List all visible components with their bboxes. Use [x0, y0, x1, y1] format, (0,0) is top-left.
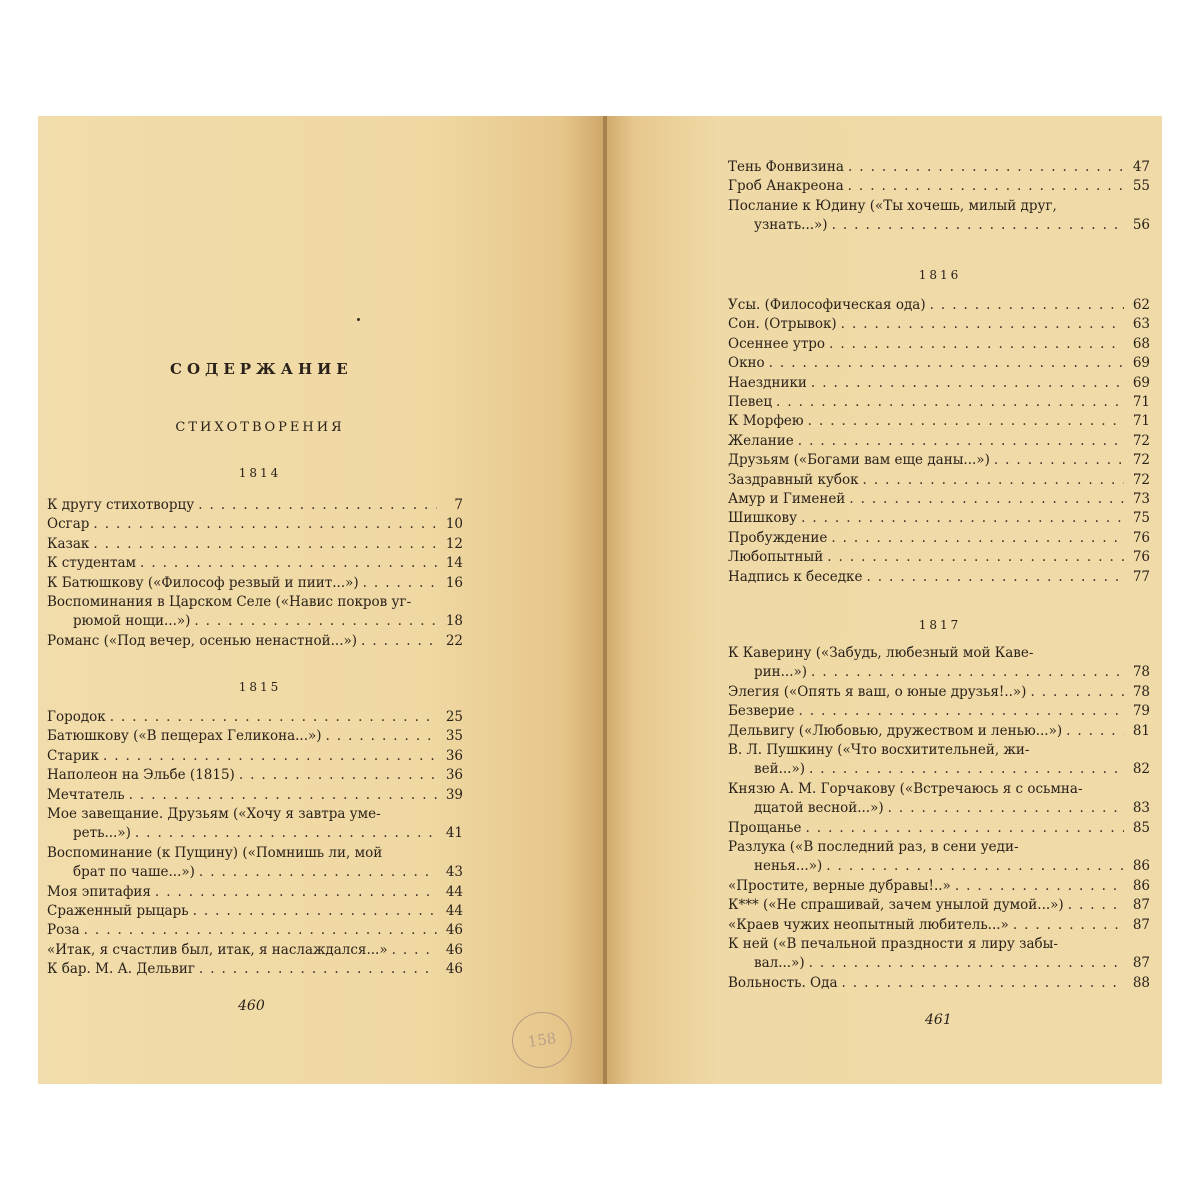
toc-entry-title: В. Л. Пушкину («Что восхитительней, жи-: [728, 742, 1030, 758]
toc-entry-title: Городок: [47, 709, 106, 725]
toc-entry-page: 81: [1132, 722, 1150, 739]
toc-entry: [728, 335, 1150, 354]
toc-entry-page: 75: [1132, 510, 1150, 527]
year-heading: 1816: [918, 268, 962, 282]
toc-entry-continuation: вал...»): [754, 955, 805, 971]
toc-entry-title: Батюшкову («В пещерах Геликона...»): [47, 728, 322, 745]
toc-entry: [728, 722, 1150, 741]
toc-entry: [47, 883, 463, 902]
toc-entry-continuation: ненья...»): [754, 858, 823, 874]
leader-dots: [135, 824, 437, 843]
toc-entry-page: 18: [445, 613, 463, 629]
leader-dots: [866, 568, 1124, 587]
toc-entry-title: Амур и Гименей: [728, 491, 846, 507]
toc-entry-page: 77: [1132, 568, 1150, 585]
leader-dots: [193, 902, 437, 921]
leader-dots: [93, 515, 437, 534]
toc-entry: [728, 197, 1150, 235]
toc-entry-title: Желание: [728, 432, 794, 449]
toc-entry-page: 87: [1132, 955, 1150, 971]
leader-dots: [829, 335, 1124, 354]
toc-entry-page: 12: [445, 535, 463, 552]
toc-entry: [47, 747, 463, 766]
toc-entry: [728, 935, 1150, 973]
toc-entry-page: 62: [1132, 297, 1150, 313]
leader-dots: [808, 412, 1124, 431]
toc-entry: [47, 554, 463, 573]
toc-entry: [47, 941, 463, 960]
toc-entry-page: 87: [1132, 916, 1150, 933]
toc-entry-title: К ней («В печальной праздности я лиру забы-: [728, 936, 1058, 952]
toc-entry: [728, 177, 1150, 196]
toc-entry-title: Казак: [47, 535, 90, 552]
toc-entry-page: 56: [1132, 216, 1150, 233]
leader-dots: [198, 496, 437, 515]
toc-entry: [47, 805, 463, 843]
toc-entry-title: Разлука («В последний раз, в сени уеди-: [728, 839, 1019, 855]
toc-entry-continuation: брат по чаше...»): [73, 863, 195, 880]
leader-dots: [84, 921, 437, 940]
toc-entry-page: 86: [1132, 877, 1150, 894]
leader-dots: [110, 708, 437, 727]
toc-entry: [47, 515, 463, 534]
toc-entry-page: 7: [454, 497, 463, 513]
leader-dots: [326, 727, 437, 746]
leader-dots: [799, 702, 1125, 721]
toc-entry-page: 10: [445, 516, 463, 533]
toc-entry-title: «Итак, я счастлив был, итак, я наслаждался...»: [47, 941, 388, 958]
library-stamp: 158: [508, 1008, 575, 1072]
ink-speck: [357, 318, 360, 321]
toc-entry: [728, 158, 1150, 177]
leader-dots: [363, 574, 437, 593]
toc-entry-continuation: вей...»): [754, 761, 805, 777]
toc-entry: [728, 374, 1150, 393]
leader-dots: [841, 315, 1124, 334]
leader-dots: [103, 747, 437, 766]
toc-entry: [728, 974, 1150, 993]
toc-entry-title: К студентам: [47, 555, 137, 572]
leader-dots: [199, 863, 437, 882]
toc-entry-page: 87: [1132, 897, 1150, 914]
leader-dots: [392, 941, 437, 960]
toc-entry: [47, 574, 463, 593]
leader-dots: [809, 954, 1124, 973]
section-title: СТИХОТВОРЕНИЯ: [175, 420, 345, 435]
toc-entry-page: 78: [1132, 683, 1150, 700]
toc-entry-page: 76: [1132, 529, 1150, 546]
leader-dots: [930, 296, 1124, 315]
leader-dots: [888, 799, 1124, 818]
toc-entry-continuation: дцатой весной...»): [754, 799, 884, 816]
toc-entry-title: Друзьям («Богами вам еще даны...»): [728, 452, 990, 469]
leader-dots: [798, 432, 1124, 451]
toc-entry: [728, 877, 1150, 896]
toc-entry-title: Дельвигу («Любовью, дружеством и ленью...»): [728, 722, 1063, 739]
toc-entry-title: Наездники: [728, 374, 807, 391]
toc-entry-title: «Краев чужих неопытный любитель...»: [728, 916, 1009, 933]
toc-entry: [728, 568, 1150, 587]
toc-entry-title: Надпись к беседке: [728, 568, 863, 585]
year-heading: 1815: [238, 680, 282, 694]
toc-entry-page: 46: [445, 961, 463, 978]
toc-entry-page: 44: [445, 883, 463, 900]
leader-dots: [239, 766, 437, 785]
toc-entry-page: 16: [445, 574, 463, 591]
toc-entry-page: 72: [1132, 471, 1150, 488]
leader-dots: [1066, 722, 1124, 741]
toc-entry-title: Тень Фонвизина: [728, 159, 844, 175]
leader-dots: [811, 663, 1124, 682]
toc-entry-title: К бар. М. А. Дельвиг: [47, 961, 195, 978]
toc-entry-title: Старик: [47, 747, 99, 764]
toc-entry: [728, 838, 1150, 876]
toc-entry: [728, 315, 1150, 334]
toc-entry: [47, 921, 463, 940]
toc-title: СОДЕРЖАНИЕ: [170, 360, 353, 378]
toc-entry-page: 69: [1132, 355, 1150, 372]
toc-entry: [728, 644, 1150, 682]
toc-entry-title: Мечтатель: [47, 786, 125, 803]
year-heading: 1814: [238, 466, 282, 480]
leader-dots: [827, 548, 1124, 567]
leader-dots: [863, 471, 1124, 490]
toc-entry-title: Любопытный: [728, 549, 824, 566]
leader-dots: [842, 974, 1125, 993]
toc-entry: [728, 509, 1150, 528]
toc-entry: [728, 548, 1150, 567]
toc-entry-page: 43: [445, 863, 463, 880]
toc-entry: [728, 451, 1150, 470]
leader-dots: [849, 490, 1124, 509]
toc-entry-title: Воспоминание (к Пущину) («Помнишь ли, мой: [47, 844, 383, 861]
toc-entry: [728, 354, 1150, 373]
toc-entry-title: Князю А. М. Горчакову («Встречаюсь я с осьмна-: [728, 780, 1083, 797]
toc-entry-title: Шишкову: [728, 510, 798, 527]
toc-entry-title: Романс («Под вечер, осенью ненастной...»): [47, 632, 358, 649]
toc-entry-page: 83: [1132, 799, 1150, 816]
toc-entry-page: 76: [1132, 549, 1150, 566]
toc-entry-page: 72: [1132, 432, 1150, 449]
leader-dots: [1013, 916, 1124, 935]
toc-entry-title: Элегия («Опять я ваш, о юные друзья!..»): [728, 683, 1027, 700]
toc-entry-title: Сон. (Отрывок): [728, 316, 837, 333]
leader-dots: [848, 177, 1124, 196]
toc-entry-page: 63: [1132, 316, 1150, 333]
toc-entry: [728, 702, 1150, 721]
toc-entry-page: 25: [445, 709, 463, 725]
toc-entry-page: 47: [1132, 159, 1150, 175]
toc-entry-continuation: узнать...»): [754, 216, 828, 233]
toc-entry-title: Пробуждение: [728, 529, 828, 546]
toc-entry: [47, 496, 463, 515]
toc-entry-title: К*** («Не спрашивай, зачем унылой думой...»): [728, 897, 1064, 914]
toc-entry-page: 41: [445, 825, 463, 841]
toc-entry-title: Безверие: [728, 703, 795, 720]
toc-entry: [728, 412, 1150, 431]
toc-entry-continuation: рюмой нощи...»): [73, 613, 191, 629]
toc-entry-page: 88: [1132, 974, 1150, 991]
toc-entry-title: Мое завещание. Друзьям («Хочу я завтра уме-: [47, 806, 381, 822]
leader-dots: [199, 960, 437, 979]
toc-entry-page: 79: [1132, 703, 1150, 720]
toc-entry-title: Послание к Юдину («Ты хочешь, милый друг,: [728, 197, 1057, 214]
toc-entry-title: К Морфею: [728, 413, 804, 430]
leader-dots: [831, 529, 1124, 548]
leader-dots: [955, 877, 1124, 896]
leader-dots: [801, 509, 1124, 528]
leader-dots: [129, 786, 437, 805]
toc-entry: [728, 741, 1150, 779]
leader-dots: [1030, 683, 1124, 702]
toc-entry-page: 36: [445, 767, 463, 784]
toc-entry-title: «Простите, верные дубравы!..»: [728, 877, 951, 894]
toc-entry-title: Наполеон на Эльбе (1815): [47, 767, 235, 784]
toc-entry-title: К Батюшкову («Философ резвый и пиит...»): [47, 574, 359, 591]
toc-entry-title: Усы. (Философическая ода): [728, 297, 926, 313]
toc-entry-title: Заздравный кубок: [728, 471, 859, 488]
toc-entry: [728, 432, 1150, 451]
leader-dots: [805, 819, 1124, 838]
toc-entry: [47, 632, 463, 651]
toc-entry-title: Моя эпитафия: [47, 883, 151, 900]
toc-entry: [728, 471, 1150, 490]
toc-entry-title: Певец: [728, 394, 773, 410]
toc-entry: [728, 819, 1150, 838]
toc-entry-page: 14: [445, 555, 463, 572]
leader-dots: [826, 857, 1124, 876]
toc-entry-title: Окно: [728, 355, 765, 372]
toc-entry: [47, 786, 463, 805]
toc-entry: [47, 902, 463, 921]
leader-dots: [809, 760, 1124, 779]
leader-dots: [155, 883, 437, 902]
toc-entry: [728, 490, 1150, 509]
toc-entry-continuation: реть...»): [73, 825, 131, 841]
toc-entry-page: 35: [445, 728, 463, 745]
toc-entry-page: 73: [1132, 491, 1150, 507]
toc-entry: [47, 844, 463, 882]
toc-entry-page: 22: [445, 632, 463, 649]
toc-entry-page: 46: [445, 941, 463, 958]
toc-entry: [47, 727, 463, 746]
leader-dots: [848, 158, 1124, 177]
toc-entry-title: К Каверину («Забудь, любезный мой Каве-: [728, 645, 1034, 661]
toc-entry-title: Воспоминания в Царском Селе («Навис покров уг-: [47, 594, 412, 610]
toc-entry: [728, 683, 1150, 702]
toc-entry-title: К другу стихотворцу: [47, 497, 195, 513]
toc-entry-title: Прощанье: [728, 819, 802, 836]
toc-entry-title: Сраженный рыцарь: [47, 903, 189, 919]
leader-dots: [93, 535, 437, 554]
toc-entry-page: 71: [1132, 413, 1150, 430]
toc-entry-page: 36: [445, 747, 463, 764]
toc-entry-continuation: рин...»): [754, 664, 808, 680]
toc-entry-page: 44: [445, 903, 463, 919]
toc-entry-title: Гроб Анакреона: [728, 178, 844, 195]
toc-entry-page: 68: [1132, 335, 1150, 352]
year-heading: 1817: [918, 618, 962, 632]
leader-dots: [832, 216, 1124, 235]
leader-dots: [811, 374, 1124, 393]
toc-entry: [47, 960, 463, 979]
toc-entry: [728, 780, 1150, 818]
toc-entry: [47, 535, 463, 554]
toc-entry: [728, 529, 1150, 548]
page-number-left: 460: [238, 998, 265, 1014]
toc-entry: [728, 296, 1150, 315]
toc-entry-page: 55: [1132, 178, 1150, 195]
toc-entry: [728, 393, 1150, 412]
toc-entry-page: 46: [445, 922, 463, 939]
toc-entry-page: 39: [445, 786, 463, 803]
toc-entry-page: 82: [1132, 761, 1150, 777]
leader-dots: [994, 451, 1124, 470]
leader-dots: [140, 554, 437, 573]
leader-dots: [194, 612, 437, 631]
toc-entry-title: Осгар: [47, 516, 90, 533]
toc-entry-title: Осеннее утро: [728, 335, 826, 352]
toc-entry-page: 78: [1132, 664, 1150, 680]
toc-entry-page: 86: [1132, 858, 1150, 874]
toc-entry-page: 71: [1132, 394, 1150, 410]
toc-entry: [728, 896, 1150, 915]
page-number-right: 461: [925, 1012, 952, 1028]
toc-entry-page: 69: [1132, 374, 1150, 391]
toc-entry-title: Роза: [47, 922, 80, 939]
leader-dots: [776, 393, 1124, 412]
toc-entry: [728, 916, 1150, 935]
toc-entry-title: Вольность. Ода: [728, 974, 838, 991]
toc-entry: [47, 593, 463, 631]
toc-entry: [47, 766, 463, 785]
toc-entry-page: 85: [1132, 819, 1150, 836]
toc-entry: [47, 708, 463, 727]
leader-dots: [1068, 896, 1124, 915]
toc-entry-page: 72: [1132, 452, 1150, 469]
leader-dots: [769, 354, 1124, 373]
leader-dots: [361, 632, 437, 651]
